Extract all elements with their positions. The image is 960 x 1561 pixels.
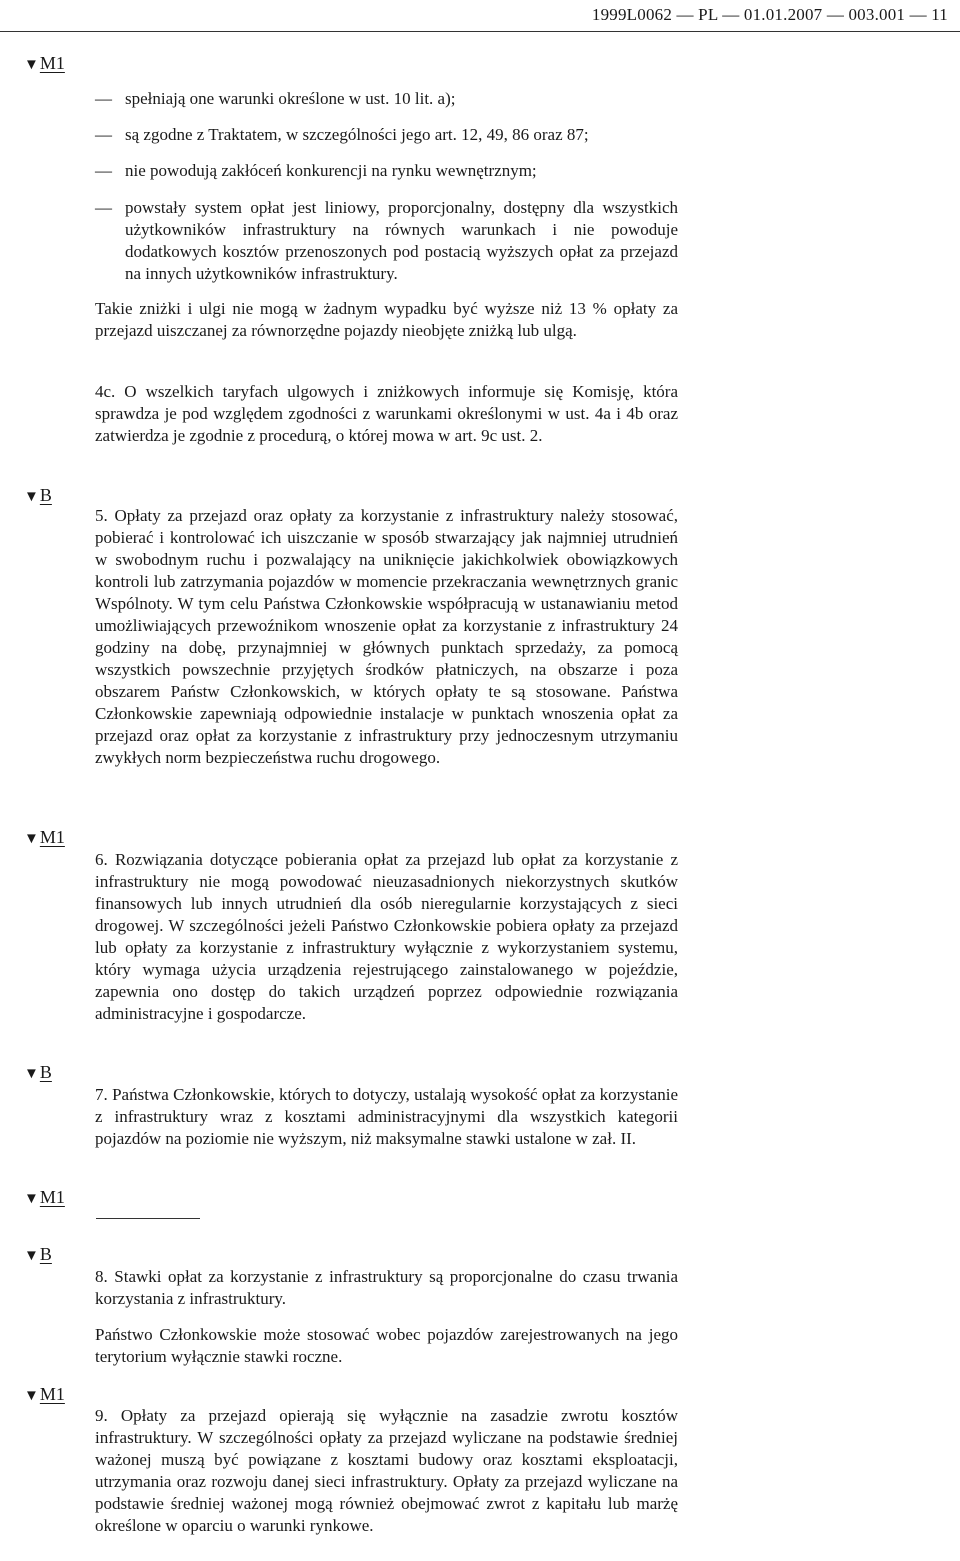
triangle-down-icon: ▼ <box>24 1191 39 1207</box>
paragraph-8: 8. Stawki opłat za korzystanie z infrastruktury są proporcjonalne do czasu trwania korzystania z infrastruktury. <box>95 1267 678 1308</box>
dash-bullet: — <box>95 125 112 144</box>
marker-code: M1 <box>39 1187 65 1207</box>
triangle-down-icon: ▼ <box>24 831 39 847</box>
marker-code: M1 <box>39 1384 65 1404</box>
deleted-text-rule <box>96 1218 200 1219</box>
paragraph-6: 6. Rozwiązania dotyczące pobierania opłat za przejazd lub opłat za korzystanie z infrastruktury nie mogą powodować nieuzasadnionych niekorzystnych skutków finansowych lub innych utrudnień dla osób nieregularnie korzystających z sieci drogowej. W szczególności jeżeli Państwo Członkowskie pobiera opłaty za przejazd lub opłaty za korzystanie z infrastruktury wyłącznie z wykorzystaniem systemu, który wymaga użycia urządzenia rejestrującego zainstalowanego w pojeździe, zapewnia ono dostęp do takich urządzeń poprzez odpowiednie rozwiązania administracyjne i gospodarcze. <box>95 850 678 1023</box>
marker-code: M1 <box>39 53 65 73</box>
list-item-text: spełniają one warunki określone w ust. 10 lit. a); <box>125 89 456 108</box>
list-item <box>95 160 678 182</box>
list-item <box>95 197 678 285</box>
paragraph-5: 5. Opłaty za przejazd oraz opłaty za korzystanie z infrastruktury należy stosować, pobierać i kontrolować ich uiszczanie w sposób stwarzający jak najmniej utrudnień w swobodnym ruchu i pozwalający na uniknięcie jakichkolwiek obowiązkowych kontroli lub zatrzymania pojazdów w momencie przekraczania wewnętrznych granic Wspólnoty. W tym celu Państwa Członkowskie współpracują w ustanawianiu metod umożliwiających przewoźnikom wnoszenie opłat za korzystanie z infrastruktury 24 godziny na dobę, przynajmniej w głównych punktach sprzedaży, za pomocą wszystkich powszechnie przyjętych środków płatniczych, na obszarze i poza obszarem Państw Członkowskich, w których opłaty te są stosowane. Państwa Członkowskie zapewniają odpowiednie instalacje w punktach wnoszenia opłat za przejazd oraz opłat za korzystanie z infrastruktury przy jednoczesnym utrzymaniu zwykłych norm bezpieczeństwa ruchu drogowego. <box>95 506 678 767</box>
list-item-text: są zgodne z Traktatem, w szczególności jego art. 12, 49, 86 oraz 87; <box>125 125 589 144</box>
amendment-marker-b <box>24 1061 52 1085</box>
paragraph-7: 7. Państwa Członkowskie, których to dotyczy, ustalają wysokość opłat za korzystanie z infrastruktury wraz z kosztami administracyjnymi dla wszystkich kategorii pojazdów na poziomie nie wyższym, niż maksymalne stawki ustalone w zał. II. <box>95 1085 678 1148</box>
marker-code: B <box>39 1062 52 1082</box>
amendment-marker-m1 <box>24 1383 65 1407</box>
paragraph-4c: 4c. O wszelkich taryfach ulgowych i zniżkowych informuje się Komisję, która sprawdza je pod względem zgodności z warunkami określonymi w ust. 4a i 4b oraz zatwierdza je zgodnie z procedurą, o której mowa w art. 9c ust. 2. <box>95 382 678 445</box>
triangle-down-icon: ▼ <box>24 57 39 73</box>
paragraph-9: 9. Opłaty za przejazd opierają się wyłącznie na zasadzie zwrotu kosztów infrastruktury. W szczególności opłaty za przejazd wyliczane na podstawie średniej ważonej muszą być powiązane z kosztami budowy oraz kosztami eksploatacji, utrzymania oraz rozwoju danej sieci infrastruktury. Opłaty za przejazd wyliczane na podstawie średniej ważonej mogą również obejmować zwrot z kapitału lub marżę określone w oparciu o warunki rynkowe. <box>95 1406 678 1535</box>
header-divider <box>0 31 960 32</box>
marker-code: B <box>39 1244 52 1264</box>
triangle-down-icon: ▼ <box>24 1248 39 1264</box>
amendment-marker-b <box>24 484 52 508</box>
document-reference-header: 1999L0062 — PL — 01.01.2007 — 003.001 — 11 <box>591 5 948 24</box>
amendment-marker-m1 <box>24 52 65 76</box>
list-item-text: nie powodują zakłóceń konkurencji na rynku wewnętrznym; <box>125 161 537 180</box>
marker-code: M1 <box>39 827 65 847</box>
list-item <box>95 124 678 146</box>
list-item <box>95 88 678 110</box>
list-item-text: powstały system opłat jest liniowy, proporcjonalny, dostępny dla wszystkich użytkowników infrastruktury na równych warunkach i nie powoduje dodatkowych kosztów przenoszonych pod postacią wyższych opłat za przejazd na innych użytkowników infrastruktury. <box>125 198 678 283</box>
dash-bullet: — <box>95 161 112 180</box>
triangle-down-icon: ▼ <box>24 1388 39 1404</box>
amendment-marker-b <box>24 1243 52 1267</box>
amendment-marker-m1 <box>24 1186 65 1210</box>
dash-bullet: — <box>95 89 112 108</box>
paragraph-discount-limit: Takie zniżki i ulgi nie mogą w żadnym wypadku być wyższe niż 13 % opłaty za przejazd uiszczanej za równorzędne pojazdy nieobjęte zniżką lub ulgą. <box>95 299 678 340</box>
dash-bullet: — <box>95 198 112 217</box>
triangle-down-icon: ▼ <box>24 489 39 505</box>
amendment-marker-m1 <box>24 826 65 850</box>
triangle-down-icon: ▼ <box>24 1066 39 1082</box>
marker-code: B <box>39 485 52 505</box>
paragraph-8-annual-rates: Państwo Członkowskie może stosować wobec pojazdów zarejestrowanych na jego terytorium wyłącznie stawki roczne. <box>95 1325 678 1366</box>
